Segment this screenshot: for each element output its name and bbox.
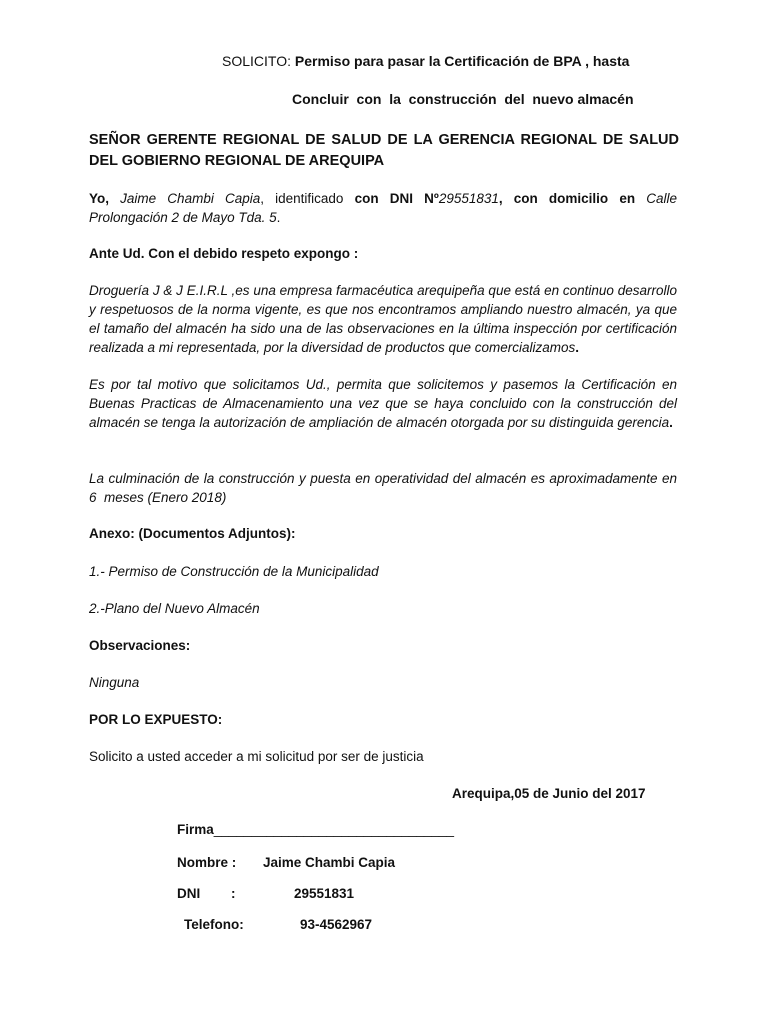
signature-phone-label: Telefono: bbox=[184, 917, 244, 932]
observations-title: Observaciones: bbox=[89, 638, 191, 653]
annex-item-2: 2.-Plano del Nuevo Almacén bbox=[89, 601, 260, 616]
subject-line-2: Concluir con la construcción del nuevo almacén bbox=[292, 91, 634, 107]
dni-number: 29551831 bbox=[438, 191, 499, 206]
intro-identified: , identificado bbox=[260, 191, 355, 206]
body-paragraph-2-text: Es por tal motivo que solicitamos Ud., permita que solicitemos y pasemos la Certificación en Buenas Practicas de Almacenamiento una vez que se haya concluido con la construcción del almacén se tenga la autorización de ampliación de almacén otorgada por su distinguida gerencia bbox=[89, 377, 677, 430]
intro-yo: Yo, bbox=[89, 191, 109, 206]
signature-name-value: Jaime Chambi Capia bbox=[263, 855, 396, 870]
firma-underline: ________________________________ bbox=[213, 822, 455, 837]
body-paragraph-3: La culminación de la construcción y puesta en operatividad del almacén es aproximadamente en 6 meses (Enero 2018) bbox=[89, 471, 681, 505]
signature-dni-value: 29551831 bbox=[294, 886, 355, 901]
subject-label: SOLICITO: bbox=[222, 53, 291, 69]
signature-phone-value: 93-4562967 bbox=[300, 917, 373, 932]
intro-end: . bbox=[276, 210, 281, 225]
annex-title: Anexo: (Documentos Adjuntos): bbox=[89, 526, 296, 541]
signature-line bbox=[177, 822, 454, 837]
date-line: Arequipa,05 de Junio del 2017 bbox=[452, 786, 646, 801]
signature-dni-label: DNI bbox=[177, 886, 201, 901]
signature-name-label: Nombre : bbox=[177, 855, 237, 870]
addressee-heading: SEÑOR GERENTE REGIONAL DE SALUD DE LA GERENCIA REGIONAL DE SALUD DEL GOBIERNO REGIONAL DE AREQUIPA bbox=[89, 132, 679, 169]
closing-text: Solicito a usted acceder a mi solicitud por ser de justicia bbox=[89, 749, 424, 764]
observations-value: Ninguna bbox=[89, 675, 140, 690]
annex-item-1: 1.- Permiso de Construcción de la Municipalidad bbox=[89, 564, 379, 579]
intro-paragraph bbox=[89, 189, 677, 227]
domicile-label: , con domicilio en bbox=[498, 191, 647, 206]
body-paragraph-2-end: . bbox=[669, 415, 673, 430]
subject-line-1 bbox=[222, 53, 629, 69]
body-paragraph-1 bbox=[89, 281, 677, 357]
applicant-name: Jaime Chambi Capia bbox=[120, 191, 261, 206]
subject-text-1: Permiso para pasar la Certificación de BPA , hasta bbox=[294, 53, 630, 69]
dni-label: con DNI Nº bbox=[354, 191, 439, 206]
body-paragraph-1-text: Droguería J & J E.I.R.L ,es una empresa farmacéutica arequipeña que está en continuo desarrollo y respetuosos de la norma vigente, es que nos encontramos ampliando nuestro almacén, ya que el tamaño del almacén ha sido una de las observaciones en la última inspección por certificación realizada a mi representada, por la diversidad de productos que comercializamos bbox=[89, 283, 677, 355]
expongo-line: Ante Ud. Con el debido respeto expongo : bbox=[89, 246, 359, 261]
signature-dni-colon: : bbox=[231, 886, 236, 901]
closing-title: POR LO EXPUESTO: bbox=[89, 712, 223, 727]
body-paragraph-2 bbox=[89, 375, 677, 432]
address-text: Calle Prolongación 2 de Mayo Tda. 5 bbox=[89, 191, 677, 225]
firma-label: Firma bbox=[177, 822, 214, 837]
body-paragraph-1-end: . bbox=[575, 340, 580, 355]
